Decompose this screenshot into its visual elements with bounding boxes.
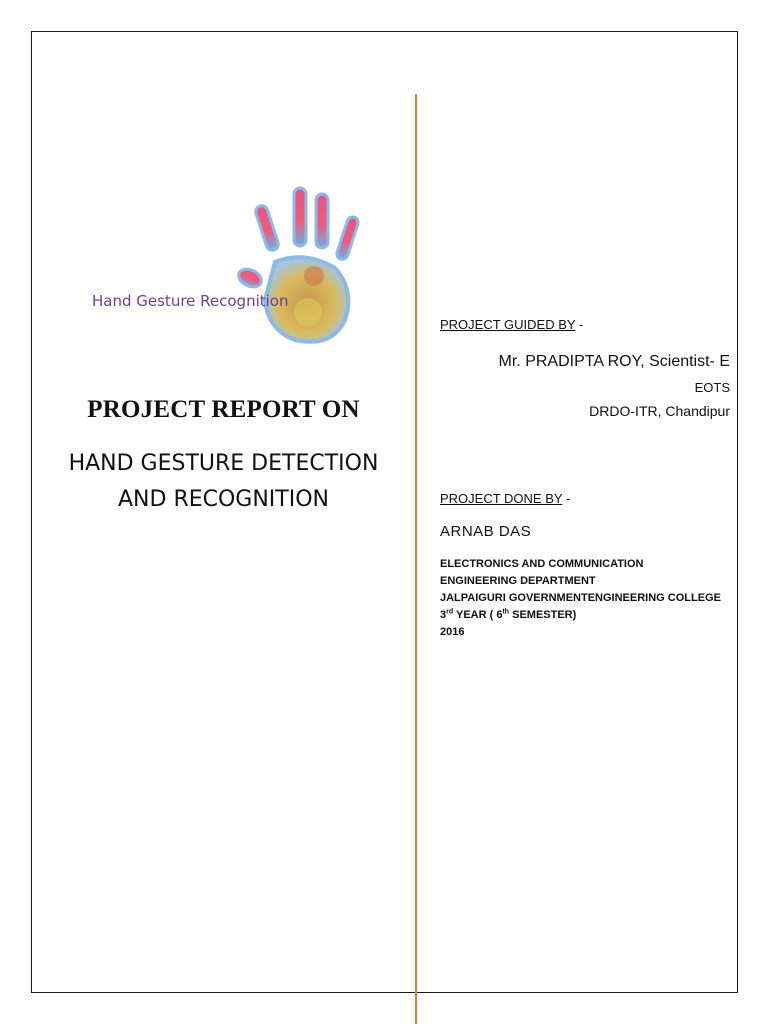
- done-by-suffix: -: [562, 491, 571, 506]
- done-by-label: PROJECT DONE BY: [440, 491, 563, 506]
- year-semester: [440, 607, 721, 624]
- semester-end: SEMESTER): [509, 609, 577, 621]
- subtitle-line-2: AND RECOGNITION: [118, 487, 329, 512]
- hand-gesture-logo: [70, 180, 370, 360]
- guided-by-heading: [440, 317, 583, 332]
- page-title: PROJECT REPORT ON: [87, 396, 360, 423]
- logo-caption: Hand Gesture Recognition: [92, 292, 289, 310]
- semester-suffix: th: [502, 608, 510, 616]
- guide-organization: DRDO-ITR, Chandipur: [589, 403, 730, 419]
- guided-by-label: PROJECT GUIDED BY: [440, 317, 576, 332]
- department-line-2: ENGINEERING DEPARTMENT: [440, 575, 596, 587]
- hand-icon: [70, 180, 370, 360]
- guided-by-suffix: -: [575, 317, 584, 332]
- department-line-1: ELECTRONICS AND COMMUNICATION: [440, 558, 644, 570]
- year-suffix: rd: [446, 608, 454, 616]
- project-subtitle: [32, 446, 415, 518]
- author-name: ARNAB DAS: [440, 523, 532, 540]
- done-by-heading: [440, 491, 570, 506]
- orange-divider-line: [415, 94, 417, 1024]
- year-middle: YEAR ( 6: [453, 609, 503, 621]
- college-name: JALPAIGURI GOVERNMENTENGINEERING COLLEGE: [440, 592, 721, 604]
- guide-name: Mr. PRADIPTA ROY, Scientist- E: [498, 353, 730, 370]
- report-year: 2016: [440, 626, 465, 638]
- subtitle-line-1: HAND GESTURE DETECTION: [68, 451, 379, 476]
- year-number: 3: [440, 609, 447, 621]
- author-details: [440, 556, 721, 641]
- guide-department: EOTS: [694, 380, 730, 395]
